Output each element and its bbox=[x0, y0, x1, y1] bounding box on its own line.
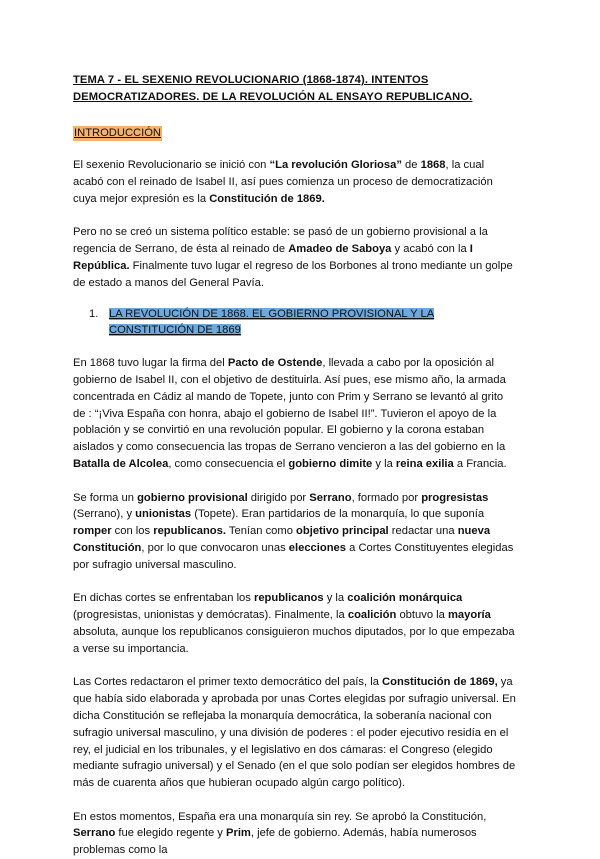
bold-text: coalición bbox=[347, 609, 397, 622]
text-run: , como consecuencia el bbox=[168, 457, 289, 470]
bold-text: mayoría bbox=[447, 609, 491, 622]
text-run: obtuvo la bbox=[396, 609, 448, 622]
bold-text: Prim bbox=[226, 827, 251, 840]
section-paragraph-1 bbox=[73, 355, 516, 473]
text-run: (Topete). Eran partidarios de la monarquía, lo que suponía bbox=[191, 508, 485, 521]
text-run: y la bbox=[323, 592, 348, 605]
bold-text: I República. bbox=[73, 242, 473, 272]
text-run: absoluta, aunque los republicanos consiguieron muchos diputados, por lo que empezaba a verse su importancia. bbox=[73, 625, 515, 655]
section-paragraph-2 bbox=[73, 490, 516, 574]
text-run: En dichas cortes se enfrentaban los bbox=[73, 592, 254, 605]
section-paragraph-4 bbox=[73, 674, 516, 792]
text-run: con los bbox=[111, 525, 154, 538]
intro-heading-row bbox=[73, 123, 516, 140]
bold-text: objetivo principal bbox=[296, 525, 389, 538]
text-run: En 1868 tuvo lugar la firma del bbox=[73, 357, 228, 370]
bold-text: Amadeo de Saboya bbox=[288, 242, 392, 255]
bold-text: republicanos bbox=[253, 592, 324, 605]
text-run: El sexenio Revolucionario se inició con bbox=[73, 159, 270, 171]
bold-text: Batalla de Alcolea bbox=[73, 457, 169, 470]
document-title: TEMA 7 - EL SEXENIO REVOLUCIONARIO (1868-1874). INTENTOS DEMOCRATIZADORES. DE LA REVOLUCIÓN AL ENSAYO REPUBLICANO. bbox=[73, 74, 473, 103]
text-run: a Francia. bbox=[453, 457, 507, 470]
text-run: de bbox=[401, 159, 421, 171]
bold-text: nueva Constitución bbox=[73, 525, 491, 554]
bold-text: gobierno dimite bbox=[288, 457, 373, 470]
bold-text: republicanos. bbox=[153, 525, 226, 538]
bold-text: reina exilia bbox=[395, 457, 454, 470]
text-run: , la cual acabó con el reinado de Isabel II, así pues comienza un proceso de democratización cuya mejor expresión es la bbox=[73, 159, 493, 205]
section-heading-1 bbox=[89, 307, 516, 338]
text-run: (Serrano), y bbox=[73, 508, 136, 521]
text-run: Pero no se creó un sistema político estable: se pasó de un gobierno provisional a la regencia de Serrano, de ésta al reinado de bbox=[73, 226, 488, 255]
bold-text: Serrano bbox=[309, 491, 352, 504]
text-run: , jefe de gobierno. Además, había numerosos problemas como la bbox=[73, 827, 477, 857]
bold-text: coalición monárquica bbox=[347, 592, 463, 605]
text-run: Las Cortes redactaron el primer texto democrático del país, la bbox=[73, 676, 383, 689]
text-run: ya que había sido elaborada y aprobada por unas Cortes elegidas por sufragio universal. En dicha Constitución se reflejaba la monarquía democrática, la soberanía nacional con sufragio universal masculino, y una división de poderes : el poder ejecutivo residía en el rey, el judicial en los tribunales, y el legislativo en dos cámaras: el Congreso (elegido mediante sufragio universal) y el Senado (en el que solo podían ser elegidos hombres de más de cuarenta años que hubieran ocupado algún cargo político). bbox=[73, 676, 516, 790]
bold-text: unionistas bbox=[135, 508, 192, 521]
bold-text: 1868 bbox=[420, 159, 446, 171]
section-paragraph-3 bbox=[73, 590, 516, 657]
text-run: (progresistas, unionistas y demócratas). Finalmente, la bbox=[73, 609, 348, 622]
intro-paragraph-1 bbox=[73, 157, 516, 207]
text-run: Tenían como bbox=[225, 525, 297, 538]
bold-text: progresistas bbox=[421, 491, 489, 504]
bold-text: “La revolución Gloriosa” bbox=[269, 159, 402, 171]
bold-text: Constitución de 1869. bbox=[209, 192, 325, 205]
bold-text: Pacto de Ostende bbox=[227, 357, 323, 370]
section-title: LA REVOLUCIÓN DE 1868. EL GOBIERNO PROVISIONAL Y LA CONSTITUCIÓN DE 1869 bbox=[109, 308, 435, 336]
text-run: a Cortes Constituyentes elegidas por sufragio universal masculino. bbox=[73, 541, 514, 571]
bold-text: romper bbox=[73, 525, 112, 538]
text-run: Se forma un bbox=[73, 491, 138, 504]
intro-paragraph-2 bbox=[73, 224, 516, 291]
text-run: En estos momentos, España era una monarquía sin rey. Se aprobó la Constitución, bbox=[73, 810, 487, 823]
bold-text: gobierno provisional bbox=[137, 491, 248, 504]
text-run: , llevada a cabo por la oposición al gobierno de Isabel II, con el objetivo de destituirla. Así pues, ese mismo año, la armada concentrada en Cádiz al mando de Topete, junto con Prim y Serrano se levantó al grito de : “¡Viva España con honra, abajo el gobierno de Isabel II!”. Tuvieron el apoyo de la población y se convirtió en una revolución popular. El gobierno y la corona estaban aislados y como consecuencia las tropas de Serrano vencieron a las del gobierno en la bbox=[73, 357, 506, 454]
bold-text: Serrano bbox=[73, 827, 116, 840]
text-run: , por lo que convocaron unas bbox=[141, 541, 289, 554]
text-run: y acabó con la bbox=[391, 242, 470, 255]
section-number: 1. bbox=[89, 308, 99, 321]
bold-text: elecciones bbox=[288, 541, 346, 554]
text-run: y la bbox=[372, 457, 396, 470]
text-run: redactar una bbox=[388, 525, 458, 538]
section-paragraph-5 bbox=[73, 809, 516, 859]
text-run: Finalmente tuvo lugar el regreso de los Borbones al trono mediante un golpe de estado a manos del General Pavía. bbox=[73, 259, 513, 289]
text-run: fue elegido regente y bbox=[115, 827, 226, 840]
text-run: dirigido por bbox=[247, 491, 310, 504]
intro-heading: INTRODUCCIÓN bbox=[74, 127, 162, 139]
text-run: , formado por bbox=[351, 491, 422, 504]
bold-text: Constitución de 1869, bbox=[382, 676, 498, 689]
